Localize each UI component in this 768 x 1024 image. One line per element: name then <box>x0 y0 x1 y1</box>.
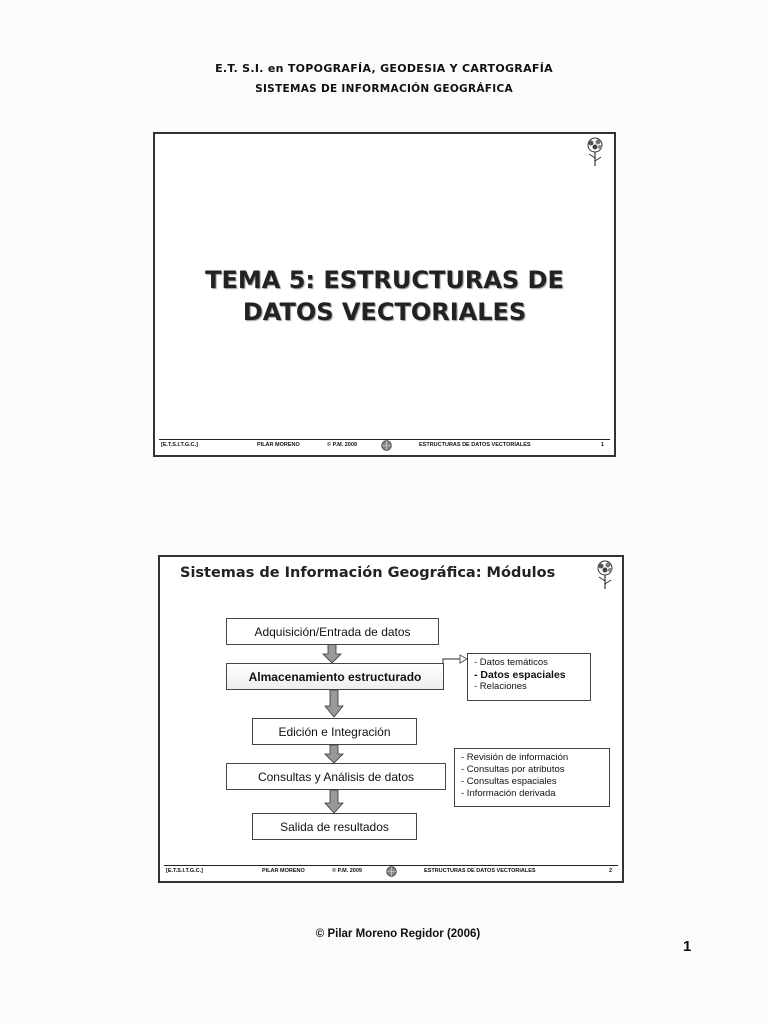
page-number: 1 <box>683 938 692 955</box>
footer-author: PILAR MORENO <box>262 868 305 874</box>
flower-logo-icon <box>582 136 608 170</box>
module-editing: Edición e Integración <box>252 718 417 745</box>
footer-copyright: © P.M. 2009 <box>327 442 357 448</box>
slide-title <box>155 264 614 328</box>
module-queries: Consultas y Análisis de datos <box>226 763 446 790</box>
footer-copyright: © P.M. 2009 <box>332 868 362 874</box>
curved-arrow-icon <box>441 651 469 673</box>
footer-school: [E.T.S.I.T.G.C.] <box>161 442 198 448</box>
flower-logo-icon <box>592 559 618 593</box>
down-arrow-icon <box>322 745 346 764</box>
detail-item: - Datos temáticos <box>474 657 548 668</box>
footer-school: [E.T.S.I.T.G.C.] <box>166 868 203 874</box>
footer-topic: ESTRUCTURAS DE DATOS VECTORIALES <box>424 868 536 874</box>
module-storage: Almacenamiento estructurado <box>226 663 444 690</box>
detail-item: - Revisión de información <box>461 752 569 763</box>
slide-title-line-1: TEMA 5: ESTRUCTURAS DE <box>205 266 564 294</box>
globe-icon <box>386 866 397 877</box>
page-copyright: © Pilar Moreno Regidor (2006) <box>315 928 481 940</box>
slide-title: Sistemas de Información Geográfica: Módulos <box>180 565 556 581</box>
down-arrow-icon <box>322 790 346 814</box>
detail-item: - Consultas por atributos <box>461 764 565 775</box>
detail-item: - Relaciones <box>474 681 527 692</box>
footer-slide-number: 1 <box>600 442 604 448</box>
slide-footer <box>159 439 610 452</box>
detail-item: - Información derivada <box>461 788 556 799</box>
detail-item: - Datos espaciales <box>474 669 566 681</box>
storage-details <box>467 653 591 701</box>
slide-2 <box>158 555 624 883</box>
down-arrow-icon <box>320 644 344 664</box>
course-header: SISTEMAS DE INFORMACIÓN GEOGRÁFICA <box>255 83 513 95</box>
footer-slide-number: 2 <box>608 868 612 874</box>
slide-1 <box>153 132 616 457</box>
query-details <box>454 748 610 807</box>
slide-title-line-2: DATOS VECTORIALES <box>242 298 527 326</box>
footer-topic: ESTRUCTURAS DE DATOS VECTORIALES <box>419 442 531 448</box>
footer-author: PILAR MORENO <box>257 442 300 448</box>
slide-footer <box>164 865 618 878</box>
module-acquisition: Adquisición/Entrada de datos <box>226 618 439 645</box>
detail-item: - Consultas espaciales <box>461 776 557 787</box>
module-output: Salida de resultados <box>252 813 417 840</box>
down-arrow-icon <box>322 690 346 718</box>
school-header: E.T. S.I. en TOPOGRAFÍA, GEODESIA Y CARTOGRAFÍA <box>215 62 553 75</box>
globe-icon <box>381 440 392 451</box>
